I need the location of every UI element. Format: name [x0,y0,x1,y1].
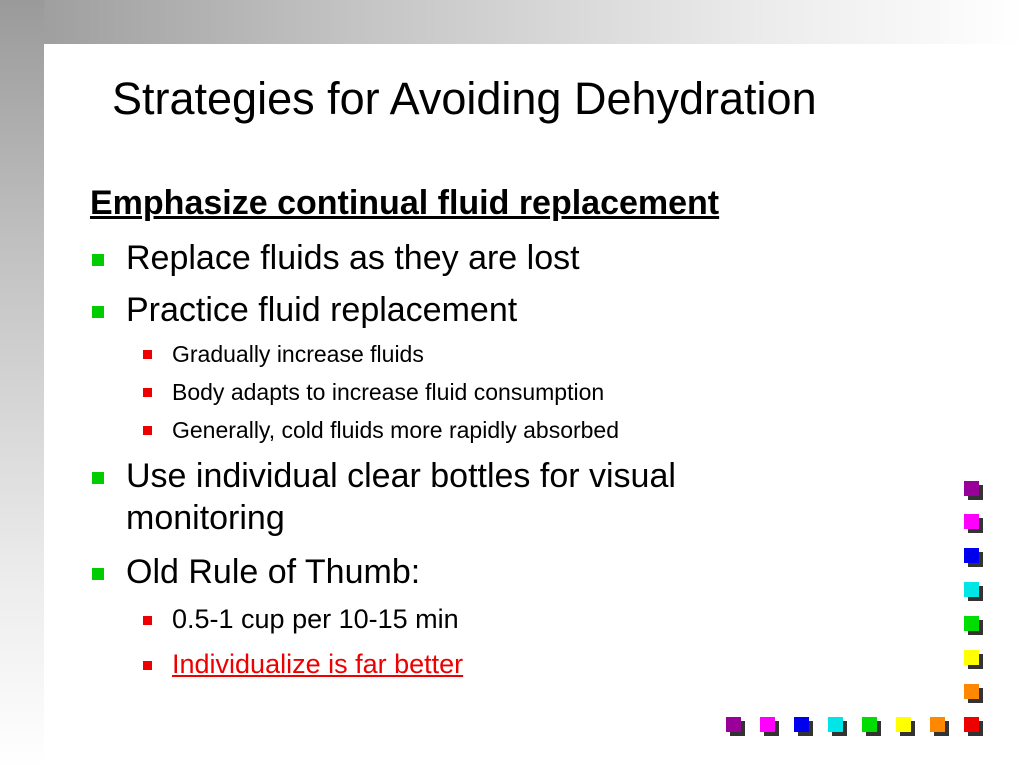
decor-square [964,717,979,732]
section-heading: Emphasize continual fluid replacement [90,184,720,222]
decor-square [862,717,877,732]
bullet-item: Replace fluids as they are lost [126,239,580,277]
sub-bullet-item: 0.5-1 cup per 10-15 min [172,604,459,634]
sub-bullet-item: Gradually increase fluids [172,341,424,367]
decor-square [828,717,843,732]
sub-bullet-item: Generally, cold fluids more rapidly absorbed [172,417,620,443]
decor-square [964,582,979,597]
decor-square [896,717,911,732]
bullet-item: Old Rule of Thumb: [126,553,421,591]
bullet-item: Practice fluid replacement [126,291,518,329]
decor-square [794,717,809,732]
decor-square [964,514,979,529]
gradient-frame-top [0,0,1024,44]
decor-square [964,650,979,665]
sub-bullet-item: Body adapts to increase fluid consumption [172,379,605,405]
decor-square [964,548,979,563]
decor-square [760,717,775,732]
decor-square [964,481,979,496]
gradient-frame-left [0,0,44,768]
decor-square [964,616,979,631]
decor-square [726,717,741,732]
decor-square [964,684,979,699]
highlighted-sub-bullet-item: Individualize is far better [172,649,464,679]
decor-square [930,717,945,732]
slide-canvas [44,44,1024,768]
bullet-item-continuation: monitoring [126,499,285,537]
bullet-item: Use individual clear bottles for visual [126,457,676,495]
slide-title: Strategies for Avoiding Dehydration [112,73,817,124]
